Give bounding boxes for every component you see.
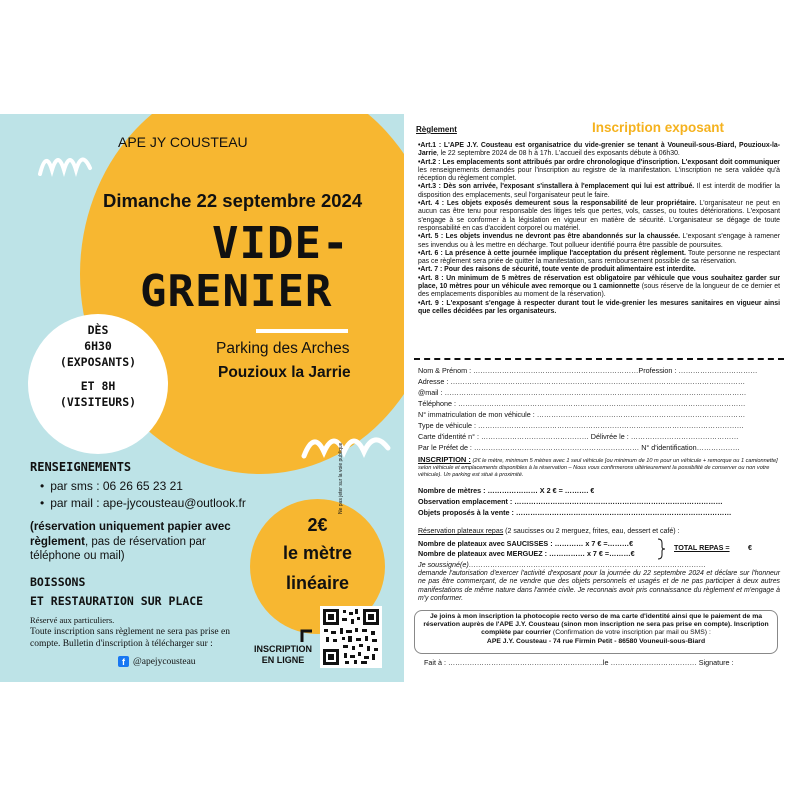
brace-icon	[656, 538, 666, 560]
small-line2: Toute inscription sans règlement ne sera pas prise en compte. Bulletin d'inscription à télécharger sur :	[30, 627, 230, 649]
decor-swoosh-top	[38, 148, 98, 178]
field-vehicle-type[interactable]: Type de véhicule : …………………………………………………………………………………………………	[418, 421, 744, 430]
registration-form	[404, 114, 792, 682]
event-title-line2: GRENIER	[140, 266, 333, 317]
event-title-line1: VIDE-	[212, 218, 350, 269]
hours-line: (EXPOSANTS)	[59, 355, 137, 369]
cut-line	[414, 358, 784, 360]
info-list	[40, 478, 246, 512]
article-item: •Art.3 : Dès son arrivée, l'exposant s'installera à l'emplacement qui lui est attribué. Il est interdit de modifier la disposition des emplacements, seul l'organisateur peut le faire.	[418, 183, 781, 199]
online-label[interactable]	[248, 644, 318, 666]
total-unit: €	[748, 543, 752, 552]
article-item: •Art. 7 : Pour des raisons de sécurité, toute vente de produit alimentaire est interdite.	[418, 266, 696, 274]
total-repas: TOTAL REPAS =	[674, 543, 730, 552]
field-email[interactable]: @mail : ………………………………………………………………………………………………………………	[418, 388, 747, 397]
poster	[0, 114, 404, 682]
field-signature[interactable]: Fait à : ………………………………………………………..le ……………………………… Signature :	[424, 658, 734, 667]
facebook-row	[118, 656, 196, 667]
vertical-note: Ne pas jeter sur la voie publique	[338, 442, 344, 514]
field-observation[interactable]: Observation emplacement : ……………………………………………………………………………	[418, 497, 723, 506]
field-phone[interactable]: Téléphone : …………………………………………………………………………………………………………	[418, 399, 746, 408]
plateaux-heading	[418, 528, 679, 535]
corner-arrow-icon	[300, 628, 314, 644]
info-mail	[40, 495, 246, 512]
qr-code-graphic	[320, 606, 382, 668]
article-item: •Art. 6 : La présence à cette journée implique l'acceptation du présent règlement. Toute personne ne respectant pas ce règlement sera priée de quitter la manifestation, sans remboursement possible de sa réservation.	[418, 249, 780, 266]
inscription-note: (2€ le mètre, minimum 5 mètres avec 1 seul véhicule [ou minimum de 10 m pour un véhicule + remorque ou 1 camionnette] selon véhicule et emplacements disponibles à la réservation – Nous vous confirmerons ultérieurement la possibilité de conserver ou non votre véhicule). Un parking est situé à proximité.	[418, 458, 778, 478]
form-heading: Inscription exposant	[592, 120, 725, 135]
field-metres[interactable]: Nombre de mètres : ………………… X 2 € = ………. €	[418, 486, 595, 495]
divider-white	[256, 329, 348, 333]
bullet-icon: •	[40, 479, 45, 493]
field-id-card[interactable]: Carte d'identité n° : ……………………………………… Délivrée le : ………………………………………	[418, 432, 739, 441]
article-item: •Art. 4 : Les objets exposés demeurent sous la responsabilité de leur propriétaire. L'organisateur ne peut en aucun cas être tenu pour responsable des litiges tels que pertes, vols, casses, ou toutes détériorations. L'exposant s'engage à se conformer à la législation en vigueur en matière de sécurité. L'organisateur se dégage de toute responsabilité en cas d'accident corporel ou matériel.	[418, 200, 780, 232]
event-date: Dimanche 22 septembre 2024	[103, 190, 363, 211]
inscription-block	[418, 456, 780, 479]
field-prefect[interactable]: Par le Préfet de : …………………………………………………………… N° d'identification………………	[418, 443, 740, 452]
field-merguez[interactable]: Nombre de plateaux avec MERGUEZ : …………… x 7 € =………€	[418, 549, 635, 558]
hours-line: ET 8H	[80, 379, 116, 393]
price-text	[250, 512, 385, 598]
online-line1: INSCRIPTION	[253, 644, 312, 654]
food-line1: BOISSONS	[30, 575, 86, 589]
small-notes	[30, 614, 230, 650]
box-line1-rest: (Confirmation de votre inscription par mail ou SMS) :	[551, 629, 711, 637]
articles	[418, 142, 780, 316]
payment-box	[414, 610, 778, 654]
online-line2: EN LIGNE	[261, 655, 305, 665]
place-line2: Pouzioux la Jarrie	[218, 364, 351, 381]
article-item: •Art.2 : Les emplacements sont attribués par ordre chronologique d'inscription. L'exposant doit communiquer les renseignements demandés pour l'inscription au registre de la manifestation. L'inscription ne sera validée qu'à réception du règlement complet.	[418, 158, 780, 183]
article-item: •Art. 5 : Les objets invendus ne devront pas être abandonnés sur la chaussée. L'exposant s'engage à ramener ses invendus ou à les mettre en décharge. Tout pollueur identifié pourra être passible de poursuites.	[418, 233, 780, 249]
food-line2: ET RESTAURATION SUR PLACE	[30, 594, 204, 608]
qr-code[interactable]	[320, 606, 382, 668]
article-item: •Art.1 : L'APE J.Y. Cousteau est organisatrice du vide-grenier se tenant à Vouneuil-sous-Biard, Pouzioux-la-Jarrie, le 22 septembre 2024 de 08 h à 17h. L'accueil des exposants débute à 06h30.	[418, 142, 780, 158]
reservation-note	[30, 520, 240, 564]
article-item: •Art. 9 : L'exposant s'engage à respecter durant tout le vide-grenier les mesures sanitaires en vigueur ainsi que celles décidées par les organisateurs.	[418, 299, 780, 315]
info-sms-text: par sms : 06 26 65 23 21	[50, 479, 183, 493]
hours-text	[28, 322, 168, 410]
info-sms	[40, 478, 246, 495]
info-title: RENSEIGNEMENTS	[30, 460, 132, 474]
plateaux-title: Réservation plateaux repas	[418, 528, 504, 535]
declaration: demande l'autorisation d'exercer l'activité d'exposant pour la journée du 22 septembre 2024 et déclare sur l'honneur ne pas être commerçant, de ne vendre que des objets personnels et usagés et de ne pas participer à deux autres manifestations de même nature dans l'année civile. Je reconnais avoir pris connaissance du règlement et m'engage à m'y conformer.	[418, 570, 780, 602]
field-name[interactable]: Nom & Prénom : ……………………………………………………………Profession : ……………………………	[418, 366, 758, 375]
hours-line: 6H30	[84, 339, 112, 353]
reglement-label: Règlement	[416, 125, 457, 134]
bullet-icon: •	[40, 496, 45, 510]
field-plate[interactable]: N° immatriculation de mon véhicule : ……………………………………………………………………………	[418, 410, 746, 419]
facebook-icon[interactable]: f	[118, 656, 129, 667]
article-item: •Art. 8 : Un minimum de 5 mètres de réservation est obligatoire par véhicule que vous souhaitez garder sur place, 10 mètres pour un véhicule avec remorque ou 1 camionnette (sous réserve de la longueur de ce dernier et des emplacements disponibles au moment de la réservation).	[418, 274, 780, 299]
hours-line: (VISITEURS)	[59, 395, 137, 409]
info-mail-text: par mail : ape-jycousteau@outlook.fr	[50, 496, 246, 510]
price-line3: linéaire	[285, 573, 350, 593]
inscription-title: INSCRIPTION :	[418, 455, 471, 464]
place-line1: Parking des Arches	[216, 340, 350, 357]
decor-swoosh-right	[300, 426, 395, 466]
hours-line: DÈS	[87, 323, 109, 337]
facebook-handle[interactable]: @apejycousteau	[133, 656, 196, 667]
price-line2: le mètre	[282, 543, 353, 563]
reservation-note-rest: , pas de réservation par téléphone ou mail)	[30, 535, 206, 562]
price-line1: 2€	[307, 515, 328, 535]
hours-line	[28, 370, 168, 378]
box-line1: Je joins à mon inscription la photocopie recto verso de ma carte d'identité ainsi que le paiement de ma réservation auprès de l'APE J.Y. Cousteau (sinon mon inscription ne sera pas prise en compte). Inscription complète par courrier	[423, 613, 769, 637]
field-saucisses[interactable]: Nombre de plateaux avec SAUCISSES : ………… x 7 € =………€	[418, 539, 634, 548]
org-name: APE JY COUSTEAU	[118, 134, 248, 150]
small-line1: Réservé aux particuliers.	[30, 615, 115, 625]
field-address[interactable]: Adresse : ……………………………………………………………………………………………………………	[418, 377, 746, 386]
field-soussigne[interactable]: Je soussigné(e)………………………………………………………………………………………	[418, 560, 706, 569]
field-objects[interactable]: Objets proposés à la vente : ………………………………………………………………………………	[418, 508, 732, 517]
plateaux-note: (2 saucisses ou 2 merguez, frites, eau, dessert et café) :	[503, 528, 680, 535]
box-address: APE J.Y. Cousteau - 74 rue Firmin Petit - 86580 Vouneuil-sous-Biard	[486, 637, 706, 645]
reservation-note-bold: (réservation uniquement papier avec règlement	[30, 521, 231, 548]
